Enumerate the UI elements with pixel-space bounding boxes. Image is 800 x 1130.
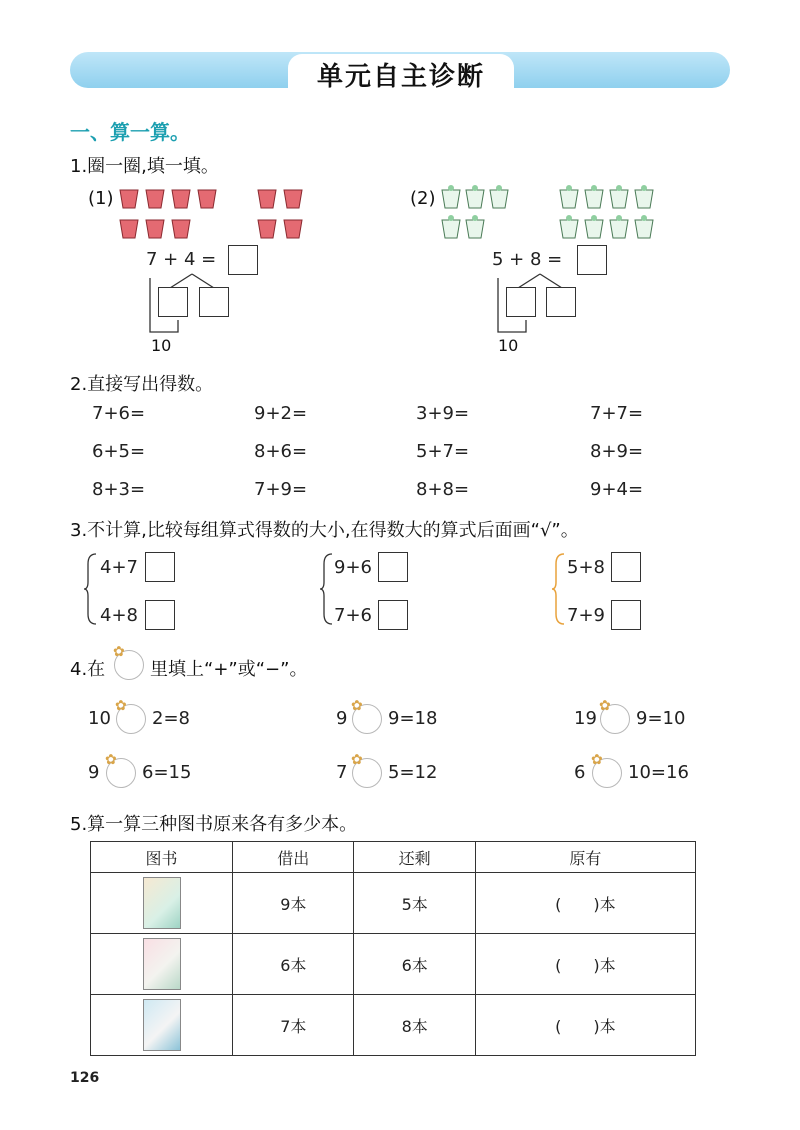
book-icon	[143, 999, 181, 1051]
cup-icon	[172, 220, 190, 238]
brace-right	[552, 552, 566, 626]
check-box[interactable]	[611, 552, 641, 582]
table-row	[91, 995, 696, 1056]
q1-title: 1.圈一圈,填一填。	[70, 156, 219, 177]
math-expression: 8+6=	[254, 441, 308, 462]
original-answer-cell[interactable]: ( )本	[475, 934, 695, 995]
left-cell: 6本	[354, 934, 475, 995]
q4-title-pre: 4.在	[70, 659, 106, 680]
cup-icon	[120, 220, 138, 238]
math-expression: 9+4=	[590, 479, 644, 500]
compare-expression: 4+7	[100, 557, 138, 578]
q5-title: 5.算一算三种图书原来各有多少本。	[70, 814, 358, 835]
flower-icon: ✿	[113, 644, 125, 660]
q4-left: 19	[574, 708, 597, 729]
math-expression: 8+8=	[416, 479, 470, 500]
books-table	[90, 841, 696, 1056]
q4-left: 6	[574, 762, 586, 783]
compare-expression: 4+8	[100, 605, 138, 626]
q4-left: 9	[88, 762, 100, 783]
flower-icon: ✿	[351, 752, 363, 768]
answer-box[interactable]	[506, 287, 536, 317]
cup-icon	[635, 220, 653, 238]
q4-right: 9=18	[388, 708, 438, 729]
cup-icon	[560, 190, 578, 208]
compare-expression: 7+9	[567, 605, 605, 626]
flower-icon: ✿	[115, 698, 127, 714]
cup-icon	[120, 190, 138, 208]
compare-expression: 5+8	[567, 557, 605, 578]
column-header: 原有	[475, 842, 695, 873]
cup-icon	[284, 190, 302, 208]
flower-icon: ✿	[591, 752, 603, 768]
check-box[interactable]	[145, 600, 175, 630]
green-cups-illustration	[440, 184, 660, 246]
brace-middle	[320, 552, 334, 626]
cup-icon	[635, 190, 653, 208]
cup-icon	[284, 220, 302, 238]
math-expression: 9+2=	[254, 403, 308, 424]
cup-icon	[585, 190, 603, 208]
math-expression: 7+9=	[254, 479, 308, 500]
left-cell: 5本	[354, 873, 475, 934]
cup-icon	[172, 190, 190, 208]
cup-icon	[610, 190, 628, 208]
q1-part2-label: (2)	[410, 188, 436, 209]
math-expression: 8+9=	[590, 441, 644, 462]
cup-icon	[442, 220, 460, 238]
cup-icon	[146, 220, 164, 238]
q1-part1-label: (1)	[88, 188, 114, 209]
cup-icon	[258, 220, 276, 238]
math-expression: 8+3=	[92, 479, 146, 500]
q1-part2-equation: 5 + 8 =	[492, 249, 563, 270]
cup-icon	[146, 190, 164, 208]
red-cups-illustration	[118, 184, 318, 246]
flower-icon: ✿	[351, 698, 363, 714]
math-expression: 6+5=	[92, 441, 146, 462]
q4-right: 6=15	[142, 762, 192, 783]
q1-part2-ten: 10	[498, 336, 519, 355]
math-expression: 3+9=	[416, 403, 470, 424]
column-header: 图书	[91, 842, 233, 873]
original-answer-cell[interactable]: ( )本	[475, 995, 695, 1056]
cup-icon	[258, 190, 276, 208]
cup-icon	[198, 190, 216, 208]
cup-icon	[560, 220, 578, 238]
original-answer-cell[interactable]: ( )本	[475, 873, 695, 934]
table-header-row	[91, 842, 696, 873]
q1-part1-ten: 10	[151, 336, 172, 355]
cup-icon	[585, 220, 603, 238]
q4-title-post: 里填上“+”或“−”。	[150, 659, 308, 680]
q4-left: 10	[88, 708, 111, 729]
compare-expression: 9+6	[334, 557, 372, 578]
q4-right: 5=12	[388, 762, 438, 783]
cup-icon	[442, 190, 460, 208]
q4-right: 10=16	[628, 762, 689, 783]
cup-icon	[466, 220, 484, 238]
column-header: 还剩	[354, 842, 475, 873]
math-expression: 7+6=	[92, 403, 146, 424]
answer-box[interactable]	[199, 287, 229, 317]
answer-box[interactable]	[546, 287, 576, 317]
check-box[interactable]	[611, 600, 641, 630]
page-title: 单元自主诊断	[316, 62, 485, 92]
cup-icon	[490, 190, 508, 208]
flower-icon: ✿	[599, 698, 611, 714]
section-title: 一、算一算。	[70, 120, 190, 144]
table-row	[91, 873, 696, 934]
q2-title: 2.直接写出得数。	[70, 374, 214, 395]
cup-icon	[610, 220, 628, 238]
q1-part1-equation: 7 + 4 =	[146, 249, 217, 270]
book-cell	[91, 995, 233, 1056]
flower-icon: ✿	[105, 752, 117, 768]
math-expression: 5+7=	[416, 441, 470, 462]
lent-cell: 6本	[233, 934, 354, 995]
book-cell	[91, 873, 233, 934]
book-icon	[143, 938, 181, 990]
compare-expression: 7+6	[334, 605, 372, 626]
q3-title: 3.不计算,比较每组算式得数的大小,在得数大的算式后面画“√”。	[70, 520, 579, 541]
q4-right: 9=10	[636, 708, 686, 729]
left-cell: 8本	[354, 995, 475, 1056]
table-row	[91, 934, 696, 995]
q4-left: 9	[336, 708, 348, 729]
cup-icon	[466, 190, 484, 208]
check-box[interactable]	[145, 552, 175, 582]
q4-right: 2=8	[152, 708, 190, 729]
math-expression: 7+7=	[590, 403, 644, 424]
check-box[interactable]	[378, 600, 408, 630]
book-icon	[143, 877, 181, 929]
q4-left: 7	[336, 762, 348, 783]
check-box[interactable]	[378, 552, 408, 582]
brace-left	[84, 552, 98, 626]
book-cell	[91, 934, 233, 995]
lent-cell: 9本	[233, 873, 354, 934]
answer-box[interactable]	[158, 287, 188, 317]
column-header: 借出	[233, 842, 354, 873]
page-number: 126	[70, 1070, 100, 1086]
lent-cell: 7本	[233, 995, 354, 1056]
